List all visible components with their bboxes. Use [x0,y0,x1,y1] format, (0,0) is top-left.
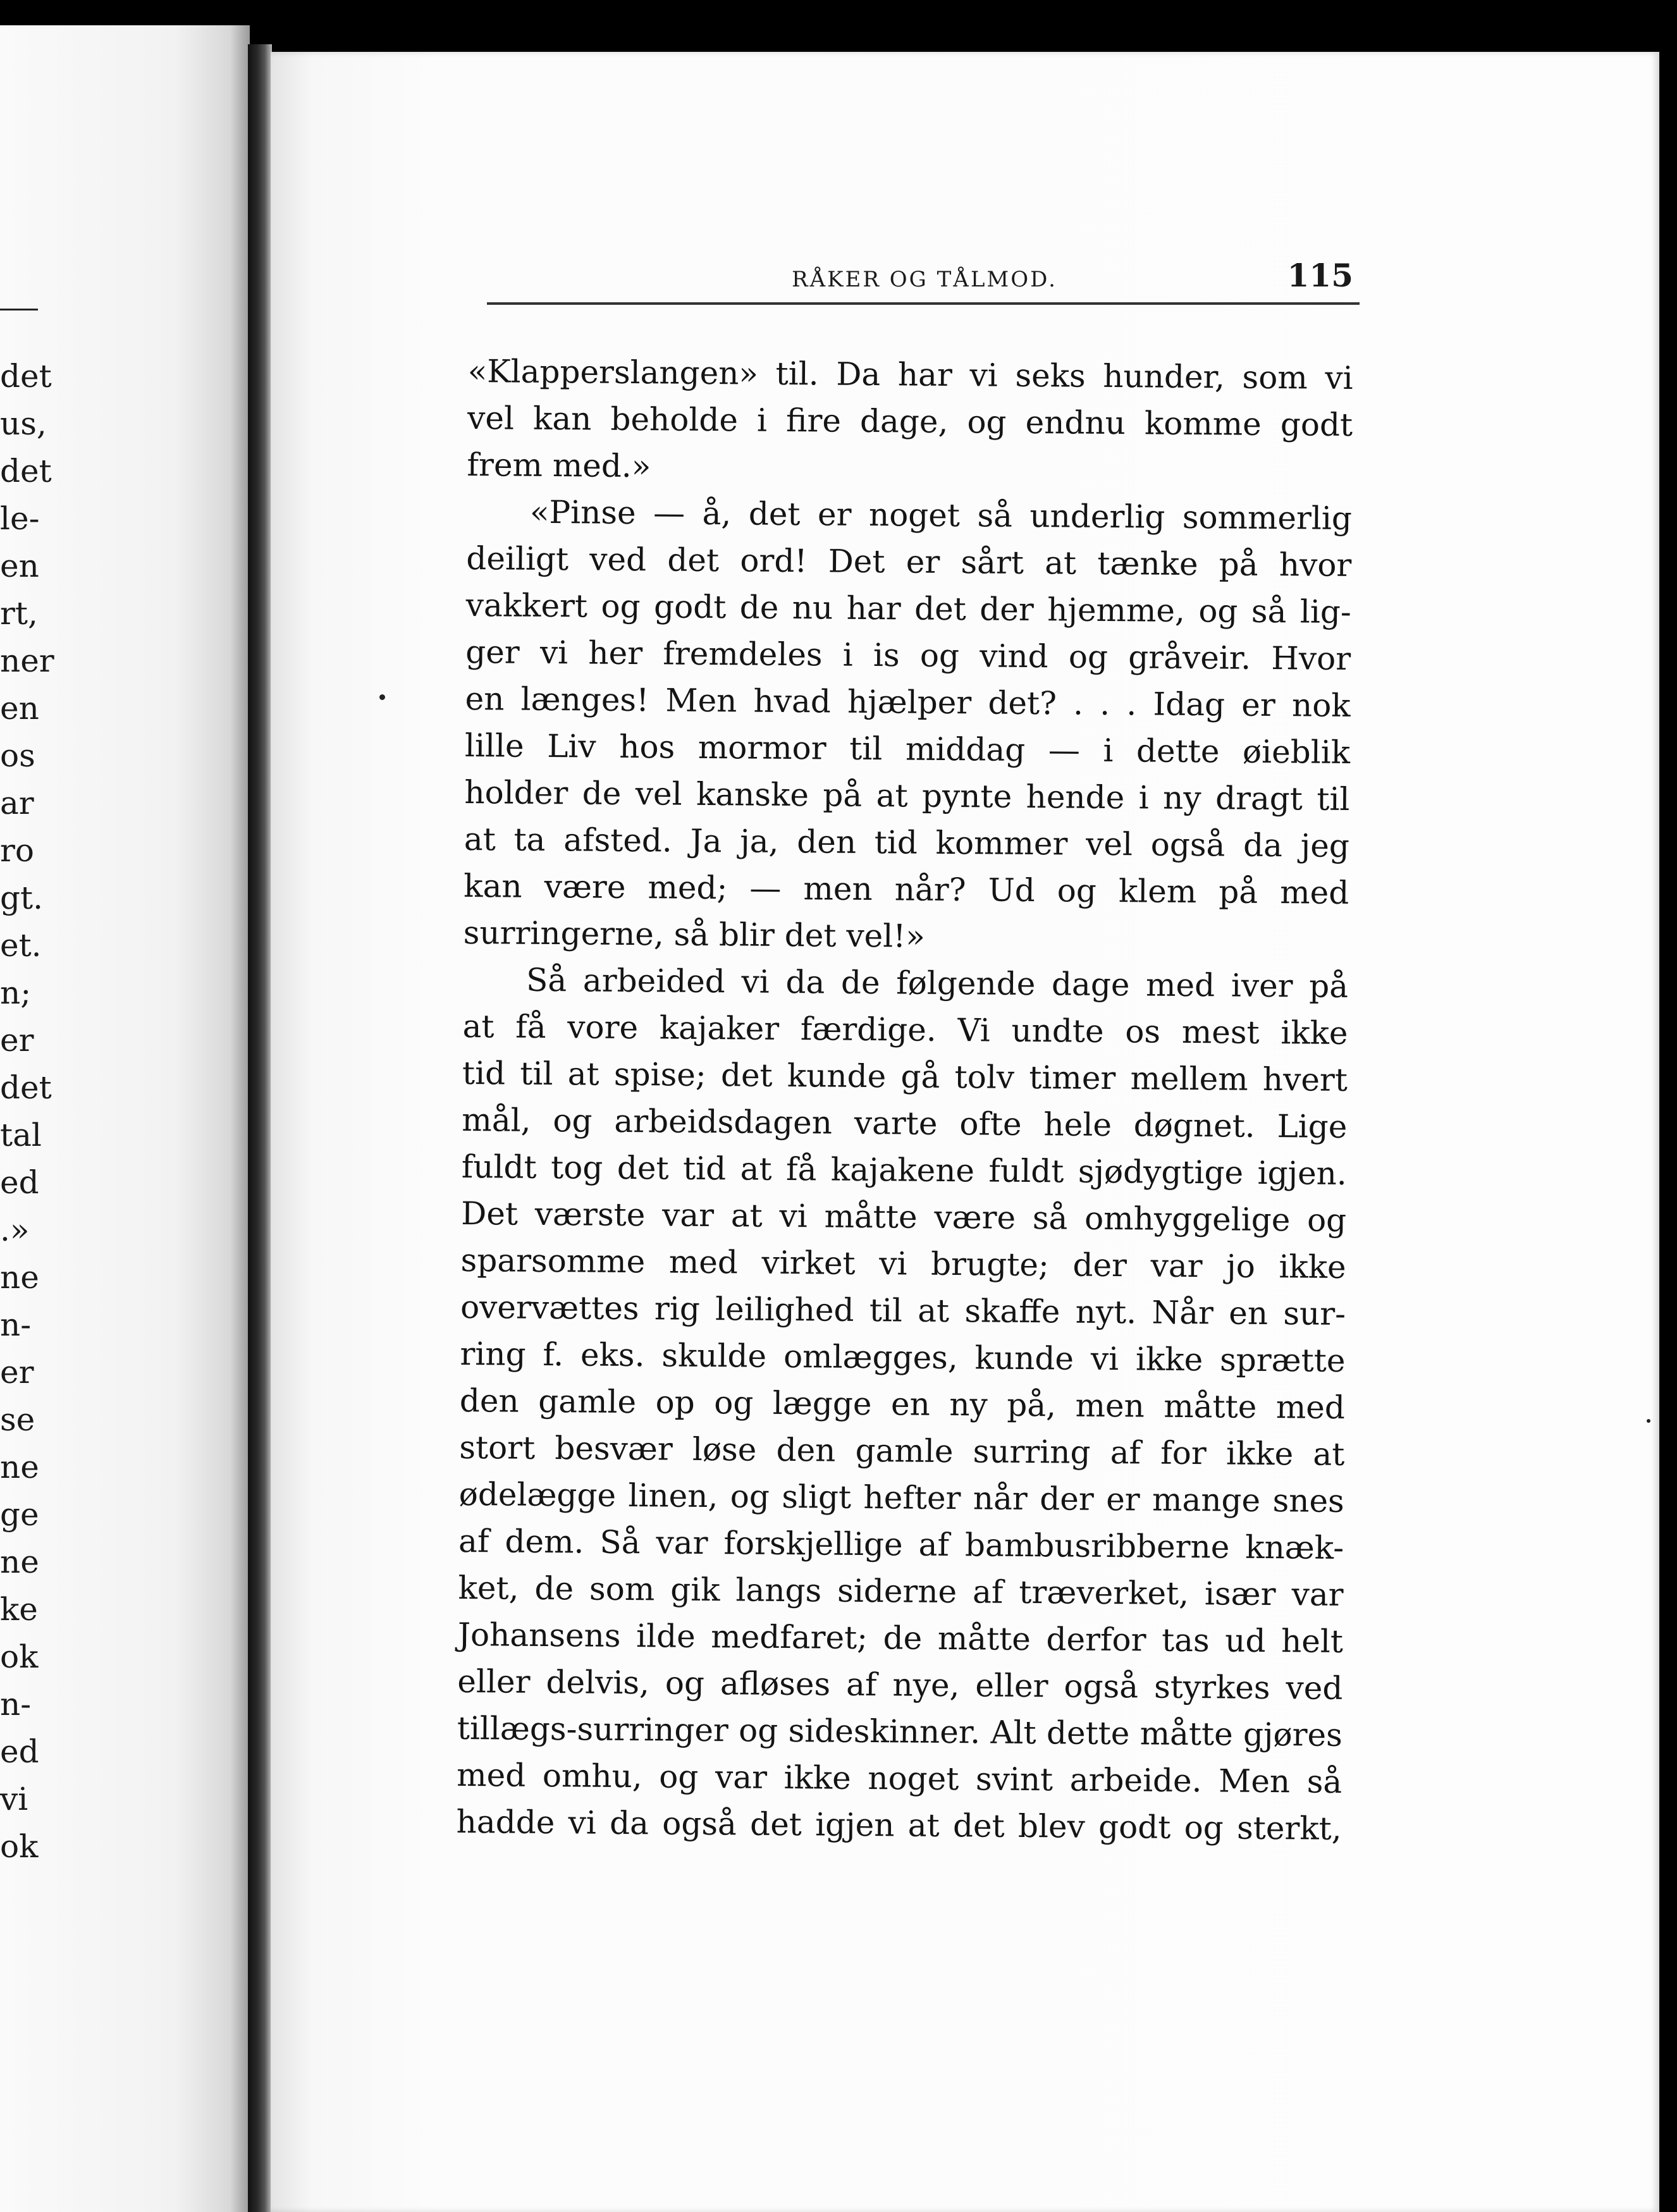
text-line: deiligt ved det ord! Det er sårt at tænke på hvor [466,539,1352,584]
paragraph-first-line: Så arbeided vi da de følgende dage med iver på [525,961,1349,1005]
text-line: Johansens ilde medfaret; de måtte derfor tas ud helt [457,1616,1344,1660]
fragment-line: gt. [0,880,43,916]
text-line: ring f. eks. skulde omlægges, kunde vi ikke sprætte [460,1335,1346,1379]
dust-speck [1647,1419,1650,1423]
fragment-line: ar [0,785,34,821]
text-line: surringerne, så blir det vel!» [463,914,926,955]
header-rule [487,302,1360,305]
text-line: stort besvær løse den gamle surring af for ikke at [459,1429,1345,1473]
fragment-line: rt, [0,595,38,632]
previous-page [0,25,250,2212]
text-line: overvættes rig leilighed til at skaffe nyt. Når en sur- [460,1288,1346,1332]
text-line: «Klapperslangen» til. Da har vi seks hunder, som vi [467,352,1353,396]
text-line: ødelægge linen, og sligt hefter når der er mange snes [458,1475,1344,1520]
fragment-line: er [0,1354,34,1391]
text-line: at ta afsted. Ja ja, den tid kommer vel også da jeg [464,820,1350,864]
fragment-line: ed [0,1733,39,1770]
fragment-line: det [0,358,52,395]
text-line: sparsomme med virket vi brugte; der var jo ikke [460,1241,1346,1286]
text-line: vel kan beholde i fire dage, og endnu komme godt [467,399,1353,443]
text-line: ket, de som gik langs siderne af træverket, især var [458,1569,1344,1613]
fragment-line: ro [0,832,35,869]
fragment-line: det [0,1069,52,1106]
paragraph-first-line: «Pinse — å, det er noget så underlig sommerlig [529,493,1353,537]
text-line: den gamle op og lægge en ny på, men måtte med [459,1382,1346,1426]
fragment-line: .» [0,1212,30,1248]
text-line: kan være med; — men når? Ud og klem på med [464,867,1349,911]
text-line: mål, og arbeidsdagen varte ofte hele døgnet. Lige [462,1101,1348,1145]
text-line: ger vi her fremdeles i is og vind og gråveir. Hvor [465,633,1351,677]
fragment-line: us, [0,405,47,442]
previous-page-header-rule [0,309,38,310]
fragment-line: n- [0,1686,32,1723]
text-line: at få vore kajaker færdige. Vi undte os mest ikke [462,1007,1348,1052]
text-line: frem med.» [467,446,651,485]
text-line: eller delvis, og afløses af nye, eller også styrkes ved [457,1662,1343,1707]
fragment-line: ok [0,1828,39,1865]
text-line: tid til at spise; det kunde gå tolv timer mellem hvert [462,1054,1348,1098]
fragment-line: ne [0,1449,39,1485]
previous-page-text-fragments [0,353,54,1871]
fragment-line: ne [0,1544,39,1580]
text-line: hadde vi da også det igjen at det blev godt og sterkt, [456,1803,1342,1847]
fragment-line: en [0,548,39,584]
fragment-line: vi [0,1781,28,1817]
text-line: lille Liv hos mormor til middag — i dette øieblik [464,727,1351,771]
text-line: Det værste var at vi måtte være så omhyggelige og [461,1195,1347,1239]
fragment-line: ed [0,1164,39,1201]
fragment-line: er [0,1022,34,1059]
fragment-line: n; [0,974,32,1011]
fragment-line: et. [0,927,42,964]
fragment-line: le- [0,500,40,537]
text-line: holder de vel kanske på at pynte hende i ny dragt til [464,773,1350,818]
fragment-line: ok [0,1638,39,1675]
text-line: tillægs-surringer og sideskinner. Alt dette måtte gjøres [457,1709,1343,1754]
fragment-line: n- [0,1306,32,1343]
text-line: vakkert og godt de nu har det der hjemme, og så lig- [465,586,1351,630]
text-line: fuldt tog det tid at få kajakene fuldt sjødygtige igjen. [461,1148,1348,1192]
text-line: en længes! Men hvad hjælper det? . . . Idag er nok [465,680,1351,724]
dust-speck [379,694,385,700]
page-number: 115 [1287,257,1353,294]
fragment-line: ge [0,1496,39,1533]
fragment-line: en [0,690,39,727]
page-header [487,257,1360,307]
fragment-line: tal [0,1117,42,1153]
text-line: med omhu, og var ikke noget svint arbeide. Men så [457,1756,1342,1800]
fragment-line: ke [0,1591,38,1628]
fragment-line: ne [0,1259,39,1296]
book-gutter [248,44,272,2212]
page-body-text [456,348,1353,1852]
fragment-line: se [0,1401,35,1438]
fragment-line: os [0,737,35,774]
running-head: RÅKER OG TÅLMOD. [792,267,1057,292]
text-line: af dem. Så var forskjellige af bambusribberne knæk- [458,1522,1344,1566]
fragment-line: ner [0,642,54,679]
fragment-line: det [0,453,52,489]
